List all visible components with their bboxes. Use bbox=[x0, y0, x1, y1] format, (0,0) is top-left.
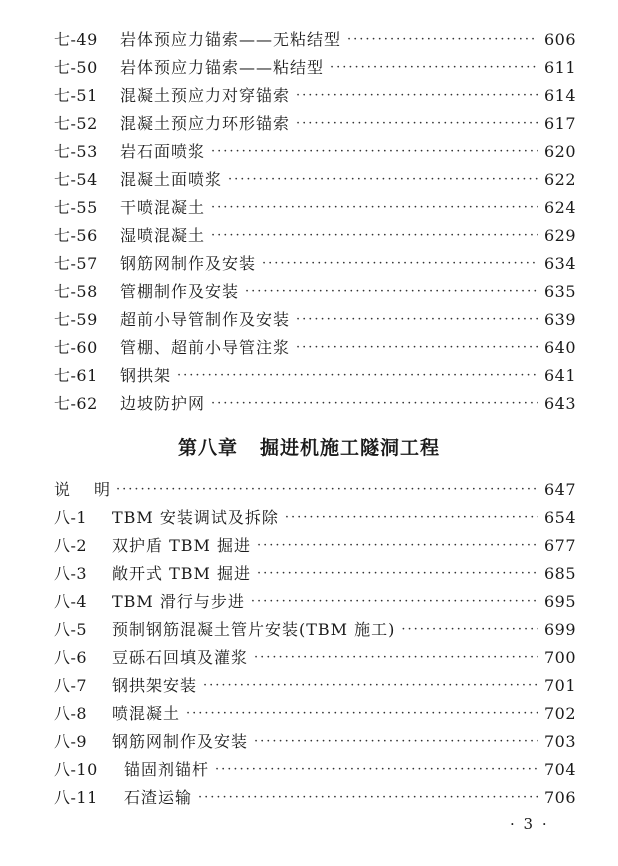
entry-page: 629 bbox=[543, 226, 576, 245]
dot-leader bbox=[116, 477, 538, 503]
dot-leader bbox=[211, 391, 538, 417]
dot-leader bbox=[254, 729, 538, 755]
dot-leader bbox=[186, 701, 538, 727]
entry-title: 钢拱架 bbox=[120, 366, 172, 385]
entry-number: 八-7 bbox=[54, 676, 88, 695]
toc-entry[interactable] bbox=[54, 111, 576, 137]
entry-number: 七-60 bbox=[54, 338, 98, 357]
entry-page: 700 bbox=[543, 648, 576, 667]
entry-page: 702 bbox=[543, 704, 576, 723]
dot-leader bbox=[296, 83, 538, 109]
entry-number: 八-6 bbox=[54, 648, 88, 667]
dot-leader bbox=[211, 139, 538, 165]
entry-number: 八-4 bbox=[54, 592, 88, 611]
entry-page: 624 bbox=[543, 198, 576, 217]
chapter-heading bbox=[0, 433, 618, 460]
entry-page: 635 bbox=[543, 282, 576, 301]
entry-page: 647 bbox=[543, 480, 576, 499]
toc-entry[interactable] bbox=[54, 757, 576, 783]
dot-leader bbox=[211, 195, 538, 221]
entry-number: 七-62 bbox=[54, 394, 98, 413]
entry-page: 695 bbox=[543, 592, 576, 611]
toc-entry[interactable] bbox=[54, 195, 576, 221]
entry-number: 七-57 bbox=[54, 254, 98, 273]
entry-title: 混凝土面喷浆 bbox=[120, 170, 223, 189]
entry-number: 八-3 bbox=[54, 564, 88, 583]
entry-number: 七-61 bbox=[54, 366, 98, 385]
toc-entry[interactable] bbox=[54, 335, 576, 361]
toc-entry[interactable] bbox=[54, 167, 576, 193]
chapter-label: 第八章 bbox=[177, 437, 238, 459]
entry-number: 八-5 bbox=[54, 620, 88, 639]
toc-entry[interactable] bbox=[54, 477, 576, 503]
entry-title: 超前小导管制作及安装 bbox=[120, 310, 291, 329]
entry-page: 704 bbox=[543, 760, 576, 779]
entry-page: 611 bbox=[543, 58, 576, 77]
entry-page: 685 bbox=[543, 564, 576, 583]
entry-title: 锚固剂锚杆 bbox=[124, 760, 210, 779]
chapter-title: 掘进机施工隧洞工程 bbox=[260, 437, 441, 459]
entry-title: 钢筋网制作及安装 bbox=[120, 254, 257, 273]
entry-title: 喷混凝土 bbox=[112, 704, 181, 723]
dot-leader bbox=[251, 589, 538, 615]
entry-number: 七-50 bbox=[54, 58, 98, 77]
toc-entry[interactable] bbox=[54, 27, 576, 53]
entry-title: TBM 滑行与步进 bbox=[112, 592, 245, 611]
entry-number: 八-2 bbox=[54, 536, 88, 555]
dot-leader bbox=[401, 617, 538, 643]
entry-page: 706 bbox=[543, 788, 576, 807]
entry-title: 钢拱架安装 bbox=[112, 676, 198, 695]
entry-title: 敞开式 TBM 掘进 bbox=[112, 564, 251, 583]
entry-number: 八-11 bbox=[54, 788, 98, 807]
dot-leader bbox=[296, 111, 538, 137]
entry-page: 634 bbox=[543, 254, 576, 273]
dot-leader bbox=[177, 363, 538, 389]
toc-entry[interactable] bbox=[54, 645, 576, 671]
entry-number: 七-55 bbox=[54, 198, 98, 217]
entry-title: 混凝土预应力对穿锚索 bbox=[120, 86, 291, 105]
entry-number: 七-52 bbox=[54, 114, 98, 133]
toc-entry[interactable] bbox=[54, 139, 576, 165]
entry-number: 说 明 bbox=[54, 480, 115, 499]
entry-number: 七-56 bbox=[54, 226, 98, 245]
toc-entry[interactable] bbox=[54, 729, 576, 755]
toc-entry[interactable] bbox=[54, 83, 576, 109]
toc-entry[interactable] bbox=[54, 589, 576, 615]
entry-number: 七-59 bbox=[54, 310, 98, 329]
entry-title: 干喷混凝土 bbox=[120, 198, 206, 217]
toc-entry[interactable] bbox=[54, 391, 576, 417]
toc-entry[interactable] bbox=[54, 673, 576, 699]
entry-number: 八-1 bbox=[54, 508, 88, 527]
dot-leader bbox=[330, 55, 538, 81]
entry-title: 豆砾石回填及灌浆 bbox=[112, 648, 249, 667]
toc-entry[interactable] bbox=[54, 701, 576, 727]
entry-page: 614 bbox=[543, 86, 576, 105]
entry-page: 677 bbox=[543, 536, 576, 555]
toc-entry[interactable] bbox=[54, 251, 576, 277]
entry-page: 620 bbox=[543, 142, 576, 161]
entry-title: 边坡防护网 bbox=[120, 394, 206, 413]
entry-page: 699 bbox=[543, 620, 576, 639]
entry-page: 622 bbox=[543, 170, 576, 189]
entry-number: 八-9 bbox=[54, 732, 88, 751]
entry-title: 岩体预应力锚索——粘结型 bbox=[120, 58, 325, 77]
toc-entry[interactable] bbox=[54, 533, 576, 559]
entry-number: 八-8 bbox=[54, 704, 88, 723]
dot-leader bbox=[285, 505, 538, 531]
entry-page: 643 bbox=[543, 394, 576, 413]
entry-title: TBM 安装调试及拆除 bbox=[112, 508, 279, 527]
entry-page: 703 bbox=[543, 732, 576, 751]
entry-title: 管棚、超前小导管注浆 bbox=[120, 338, 291, 357]
entry-page: 701 bbox=[543, 676, 576, 695]
entry-page: 617 bbox=[543, 114, 576, 133]
dot-leader bbox=[257, 533, 538, 559]
entry-title: 混凝土预应力环形锚索 bbox=[120, 114, 291, 133]
entry-page: 654 bbox=[543, 508, 576, 527]
entry-title: 管棚制作及安装 bbox=[120, 282, 240, 301]
dot-leader bbox=[211, 223, 538, 249]
entry-title: 湿喷混凝土 bbox=[120, 226, 206, 245]
entry-number: 七-51 bbox=[54, 86, 98, 105]
dot-leader bbox=[198, 785, 538, 811]
toc-entry[interactable] bbox=[54, 55, 576, 81]
dot-leader bbox=[228, 167, 538, 193]
entry-number: 七-53 bbox=[54, 142, 98, 161]
toc-entry[interactable] bbox=[54, 307, 576, 333]
entry-page: 606 bbox=[543, 30, 576, 49]
entry-number: 七-54 bbox=[54, 170, 98, 189]
entry-title: 岩体预应力锚索——无粘结型 bbox=[120, 30, 342, 49]
entry-number: 八-10 bbox=[54, 760, 98, 779]
entry-page: 641 bbox=[543, 366, 576, 385]
entry-number: 七-58 bbox=[54, 282, 98, 301]
toc-entry[interactable] bbox=[54, 785, 576, 811]
page-number: · 3 · bbox=[510, 815, 549, 833]
entry-title: 预制钢筋混凝土管片安装(TBM 施工) bbox=[112, 620, 396, 639]
toc-entry[interactable] bbox=[54, 279, 576, 305]
dot-leader bbox=[257, 561, 538, 587]
entry-number: 七-49 bbox=[54, 30, 98, 49]
toc-entry[interactable] bbox=[54, 363, 576, 389]
entry-page: 639 bbox=[543, 310, 576, 329]
entry-title: 岩石面喷浆 bbox=[120, 142, 206, 161]
entry-title: 石渣运输 bbox=[124, 788, 193, 807]
toc-entry[interactable] bbox=[54, 223, 576, 249]
toc-entry[interactable] bbox=[54, 561, 576, 587]
dot-leader bbox=[215, 757, 538, 783]
toc-entry[interactable] bbox=[54, 617, 576, 643]
entry-page: 640 bbox=[543, 338, 576, 357]
dot-leader bbox=[254, 645, 538, 671]
toc-entry[interactable] bbox=[54, 505, 576, 531]
entry-title: 双护盾 TBM 掘进 bbox=[112, 536, 251, 555]
dot-leader bbox=[347, 27, 538, 53]
dot-leader bbox=[245, 279, 538, 305]
dot-leader bbox=[262, 251, 538, 277]
dot-leader bbox=[203, 673, 538, 699]
dot-leader bbox=[296, 335, 538, 361]
dot-leader bbox=[296, 307, 538, 333]
entry-title: 钢筋网制作及安装 bbox=[112, 732, 249, 751]
